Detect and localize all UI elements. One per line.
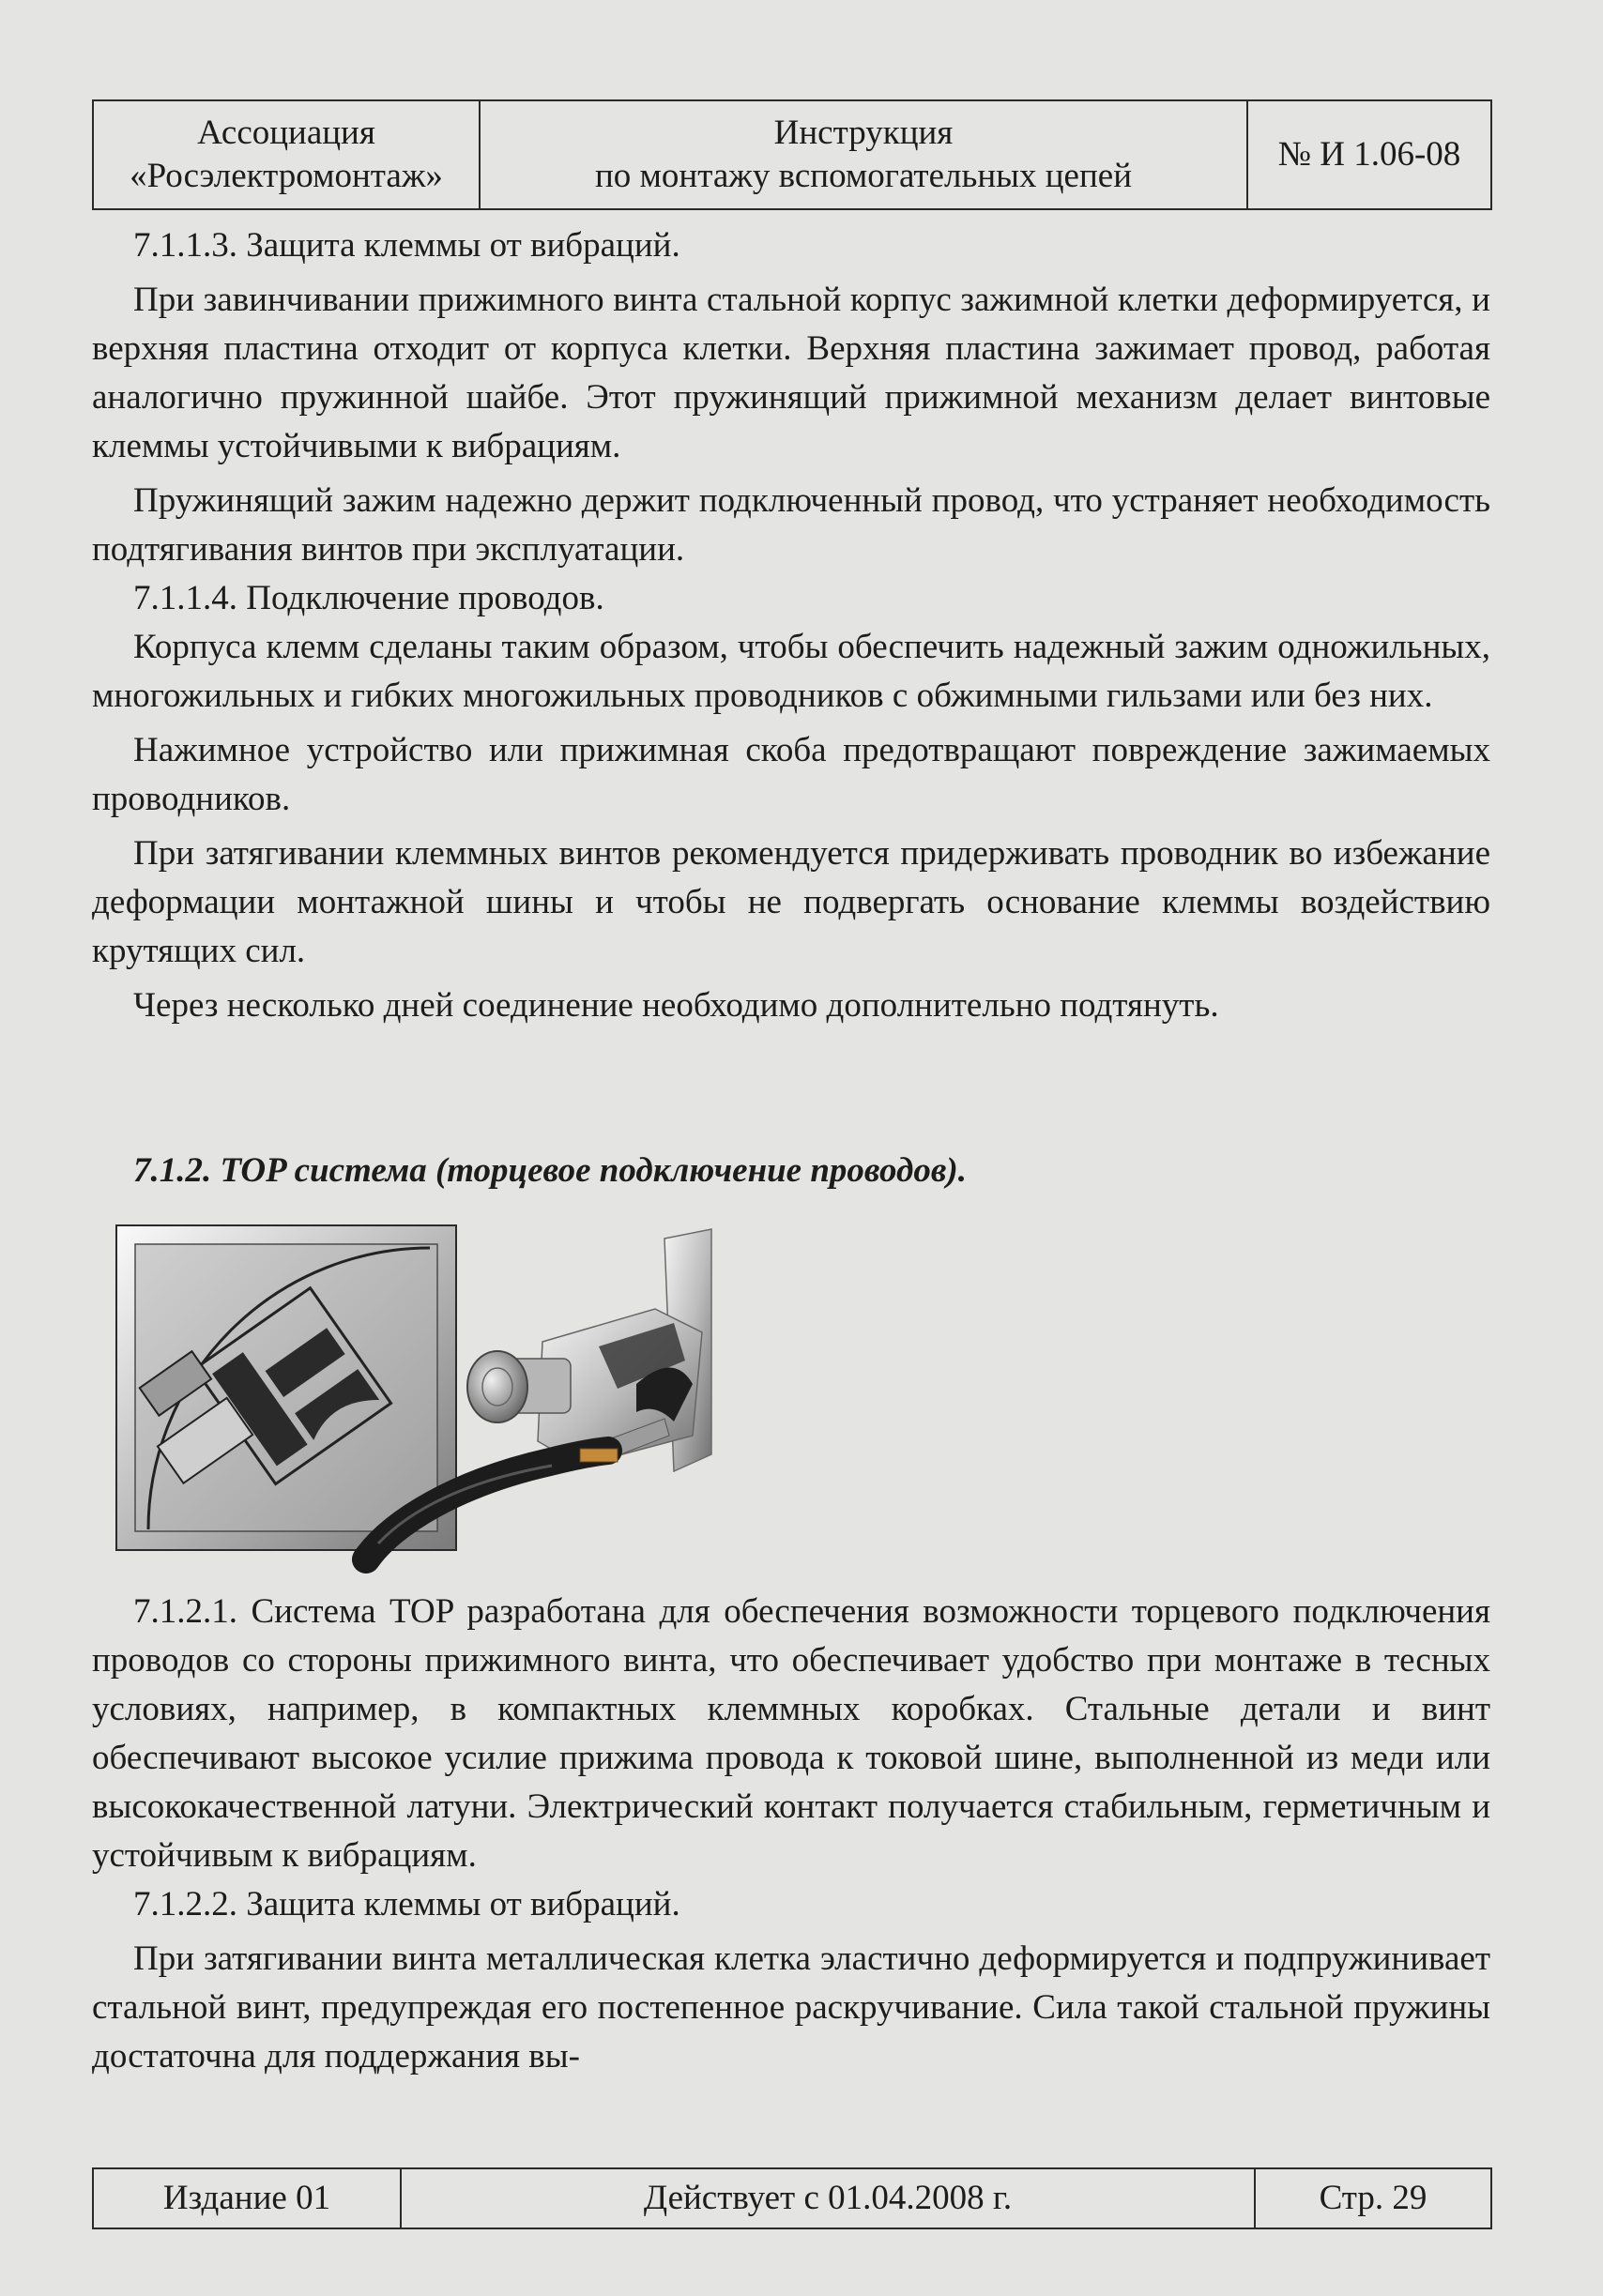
header-organization <box>93 100 480 209</box>
header-org-line1: Ассоциация <box>197 114 375 152</box>
figure <box>111 1220 955 1576</box>
header-title-line1: Инструкция <box>773 114 954 152</box>
header-title-line2: по монтажу вспомогательных цепей <box>594 157 1133 195</box>
page-header <box>92 99 1492 210</box>
body-text-top <box>92 221 1490 1030</box>
paragraph: При затягивании винта металлическая клетка эластично деформируется и подпружинивает стальной винт, предупреждая его постепенное раскручивание. Сила такой стальной пружины достаточна для поддержания вы- <box>92 1939 1490 2076</box>
page-footer <box>92 2167 1492 2229</box>
paragraph: При затягивании клеммных винтов рекомендуется придерживать проводник во избежание деформации монтажной шины и чтобы не подвергать основание клеммы воздействию крутящих сил. <box>92 834 1490 970</box>
paragraph: Корпуса клемм сделаны таким образом, чтобы обеспечить надежный зажим одножильных, многожильных и гибких многожильных проводников с обжимными гильзами или без них. <box>92 628 1490 715</box>
footer-effective-date: Действует с 01.04.2008 г. <box>401 2168 1255 2228</box>
paragraph: 7.1.1.4. Подключение проводов. <box>133 579 604 617</box>
paragraph: 7.1.2.2. Защита клеммы от вибраций. <box>133 1885 680 1923</box>
body-text-bottom <box>92 1588 1490 2081</box>
header-title <box>480 100 1247 209</box>
terminal-schematic-icon <box>116 1225 456 1550</box>
paragraph: 7.1.2.1. Система TOP разработана для обеспечения возможности торцевого подключения проводов со стороны прижимного винта, что обеспечивает удобство при монтаже в тесных условиях, например, в компактных клеммных коробках. Стальные детали и винт обеспечивают высокое усилие прижима провода к токовой шине, выполненной из меди или высококачественной латуни. Электрический контакт получается стабильным, герметичным и устойчивым к вибрациям. <box>92 1592 1490 1875</box>
section-title: 7.1.2. TOP система (торцевое подключение проводов). <box>133 1151 967 1190</box>
paragraph: Нажимное устройство или прижимная скоба предотвращают повреждение зажимаемых проводников. <box>92 731 1490 818</box>
paragraph: 7.1.1.3. Защита клеммы от вибраций. <box>133 226 680 265</box>
header-doc-number: № И 1.06-08 <box>1247 100 1491 209</box>
header-org-line2: «Росэлектромонтаж» <box>130 157 443 195</box>
figure-graphics <box>111 1220 955 1576</box>
paragraph: Через несколько дней соединение необходимо дополнительно подтянуть. <box>133 986 1219 1025</box>
paragraph: При завинчивании прижимного винта стальной корпус зажимной клетки деформируется, и верхняя пластина отходит от корпуса клетки. Верхняя пластина зажимает провод, работая аналогично пружинной шайбе. Этот пружинящий прижимной механизм делает винтовые клеммы устойчивыми к вибрациям. <box>92 281 1490 465</box>
paragraph: Пружинящий зажим надежно держит подключенный провод, что устраняет необходимость подтягивания винтов при эксплуатации. <box>92 481 1490 569</box>
footer-page-number: Стр. 29 <box>1255 2168 1491 2228</box>
footer-edition: Издание 01 <box>93 2168 401 2228</box>
